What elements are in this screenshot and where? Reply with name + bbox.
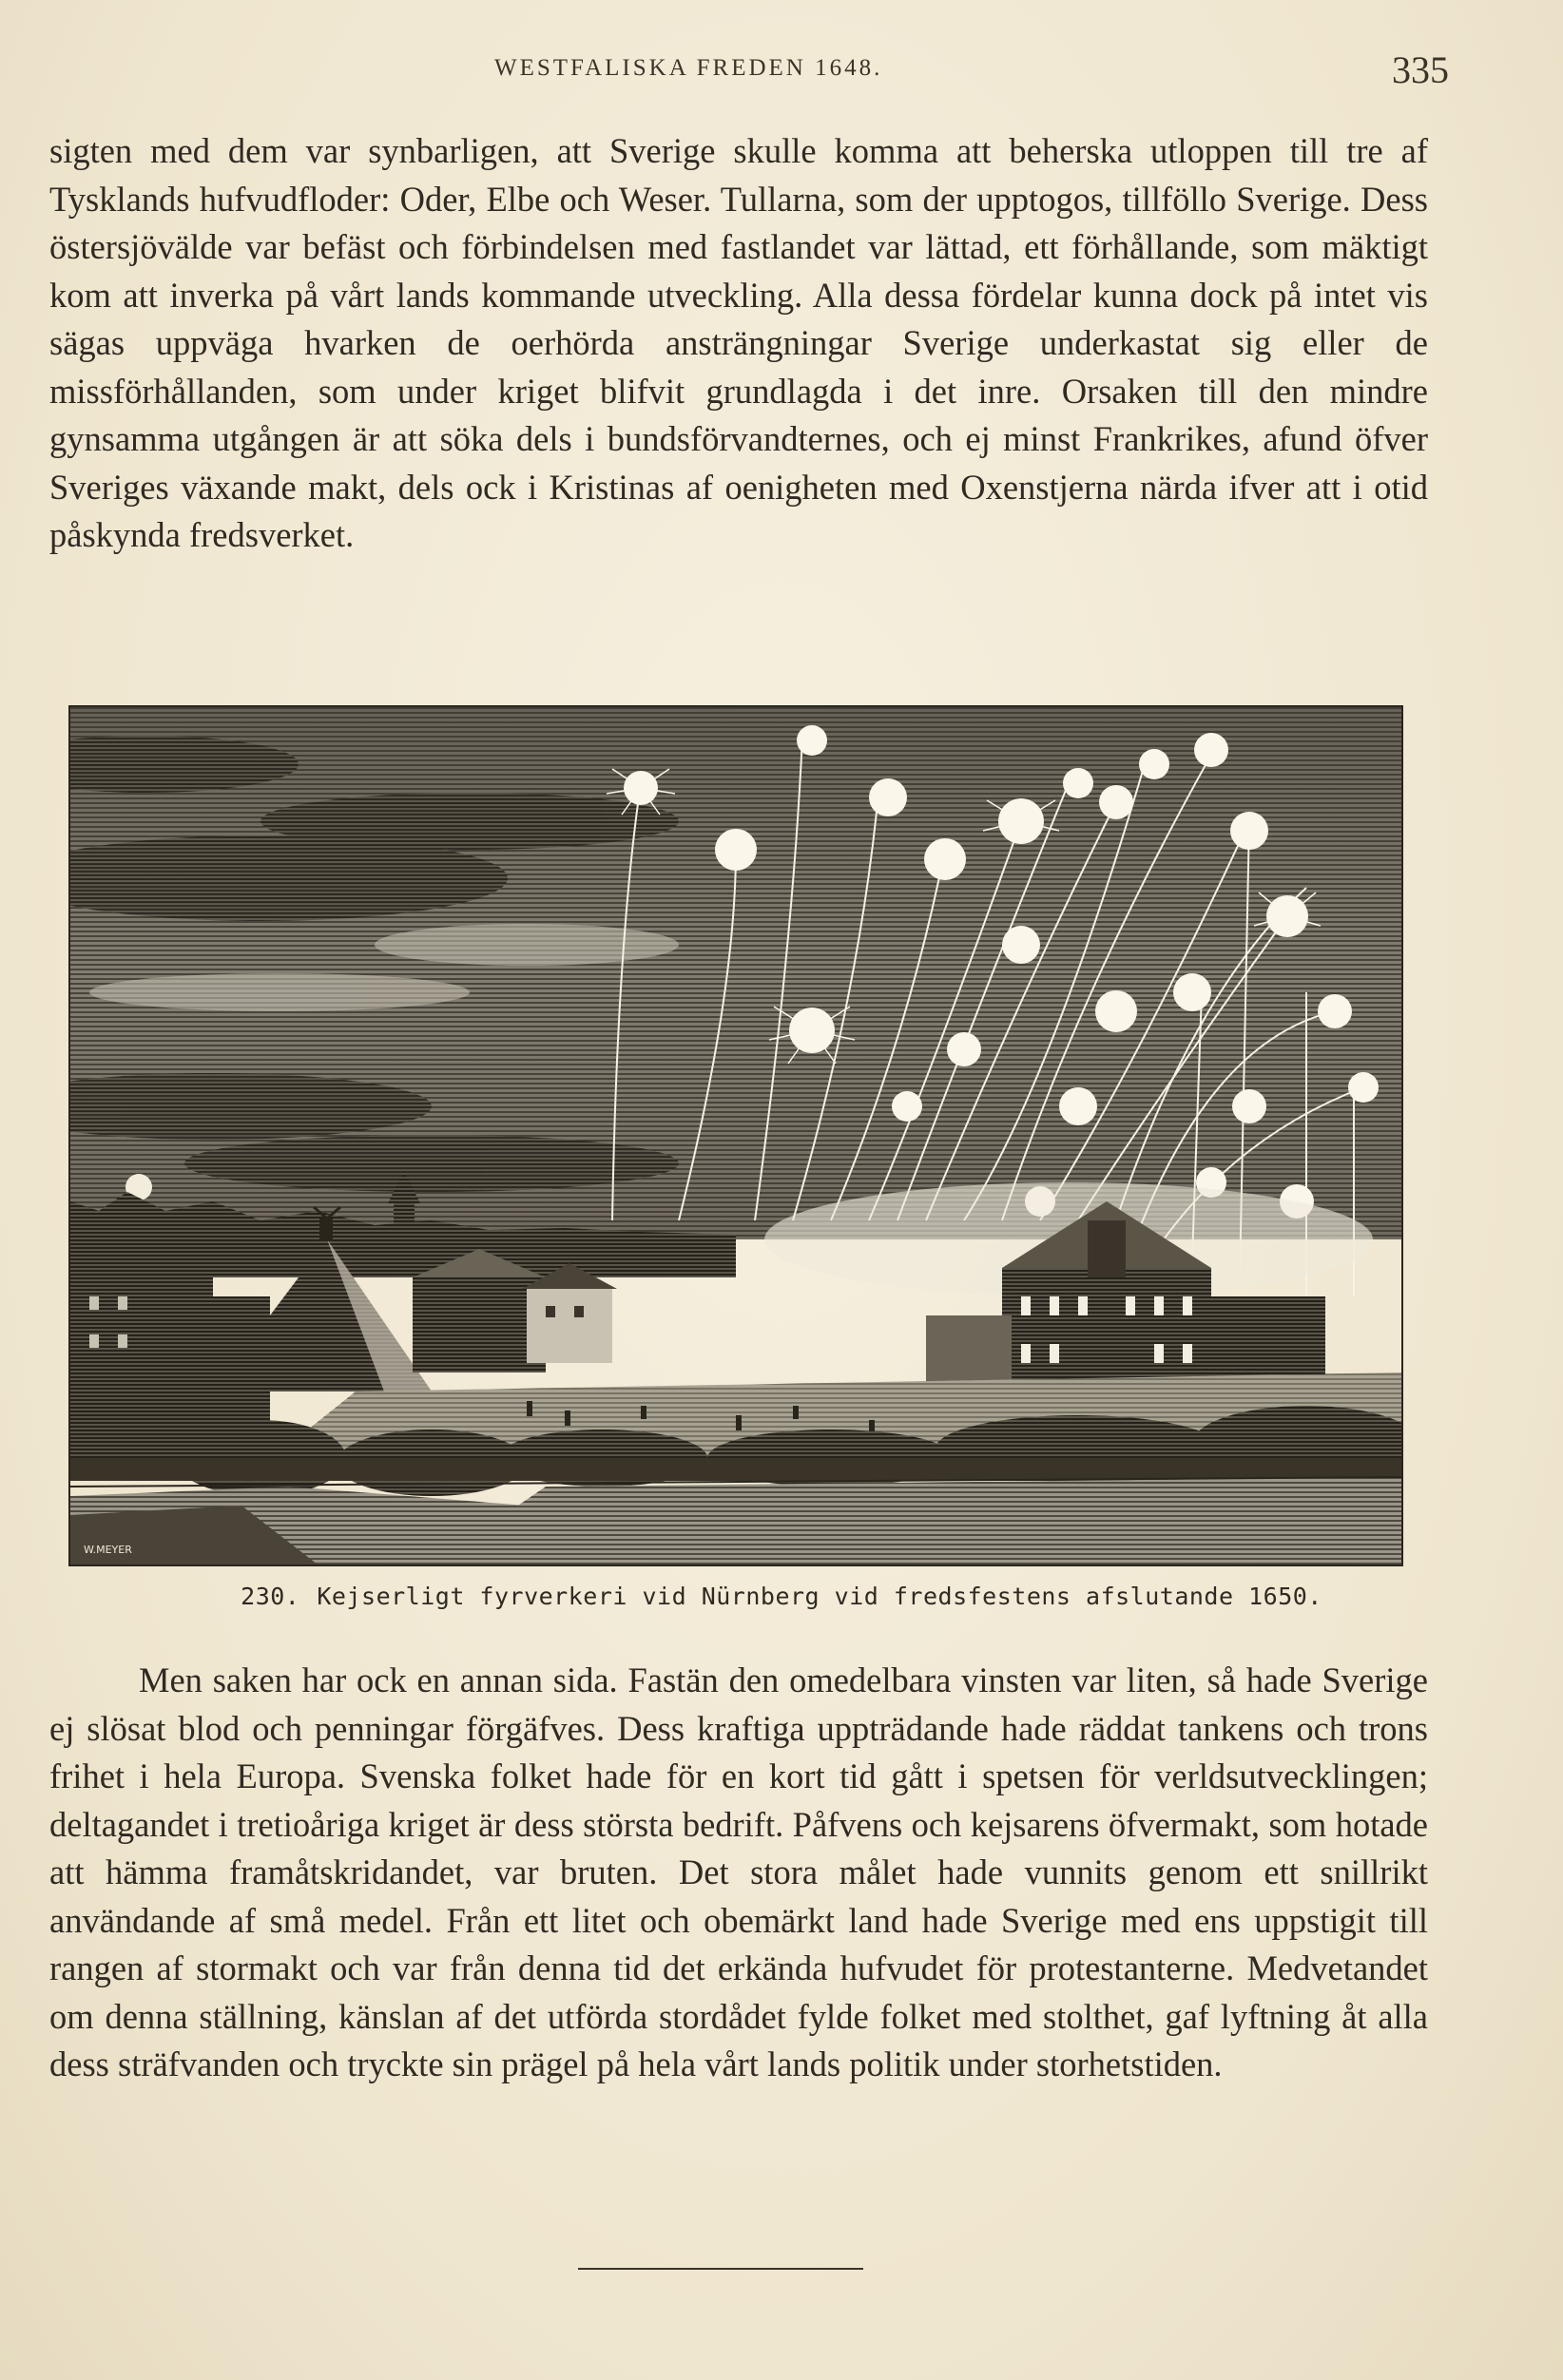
figure-caption xyxy=(0,1583,1563,1610)
figure-caption-text: Kejserligt fyrverkeri vid Nürnberg vid fredsfestens afslutande 1650. xyxy=(317,1583,1322,1610)
running-title: WESTFALISKA FREDEN 1648. xyxy=(494,55,883,81)
engraver-signature: W.MEYER xyxy=(84,1544,132,1556)
foreground-roofs xyxy=(70,1477,1401,1564)
paragraph-2-text: Men saken har ock en annan sida. Fastän den omedelbara vinsten var liten, så hade Sverige ej slösat blod och penningar förgäfves. Dess kraftiga uppträdande hade räddat tankens och trons frihet i hela Europa. Svenska folket hade för en kort tid gått i spetsen för verldsutvecklingen; deltagandet i tretioåriga kriget är dess största bedrift. Påfvens och kejsarens öfvermakt, som hotade att hämma framåtskridandet, var bruten. Det stora målet hade vunnits genom ett snillrikt användande af små medel. Från ett litet och obemärkt land hade Sverige med ens uppstigit till rangen af stormakt och var från denna tid det erkända hufvudet för protestanterne. Medvetandet om denna ställning, känslan af det utförda stordådet fylde folket med stolthet, gaf lyftning åt alla dess sträfvanden och tryckte sin prägel på hela vårt lands politik under storhetstiden. xyxy=(49,1660,1428,2083)
fireworks-engraving xyxy=(70,707,1401,1564)
page-number: 335 xyxy=(1392,48,1449,91)
paragraph-1: sigten med dem var synbarligen, att Sverige skulle komma att beherska utloppen till tre af Tysklands hufvudfloder: Oder, Elbe och Weser. Tullarna, som der upptogos, tillföllo Sverige. Dess östersjövälde var befäst och förbindelsen med fastlandet var lättad, ett förhållande, som mäktigt kom att inverka på vårt lands kommande utveckling. Alla dessa fördelar kunna dock på intet vis sägas uppväga hvarken de oerhörda ansträngningar Sverige underkastat sig eller de missförhållanden, som under kriget blifvit grundlagda i det inre. Orsaken till den mindre gynsamma utgången är att söka dels i bundsförvandternes, och ej minst Frankrikes, afund öfver Sveriges växande makt, dels ock i Kristinas af oenigheten med Oxenstjerna närda ifver att i otid påskynda fredsverket. xyxy=(49,131,1428,554)
figure-number: 230. xyxy=(241,1583,300,1610)
running-head xyxy=(0,48,1563,93)
paragraph-2 xyxy=(49,1657,1428,2089)
engraving-figure xyxy=(68,705,1403,1566)
end-rule xyxy=(578,2268,863,2270)
